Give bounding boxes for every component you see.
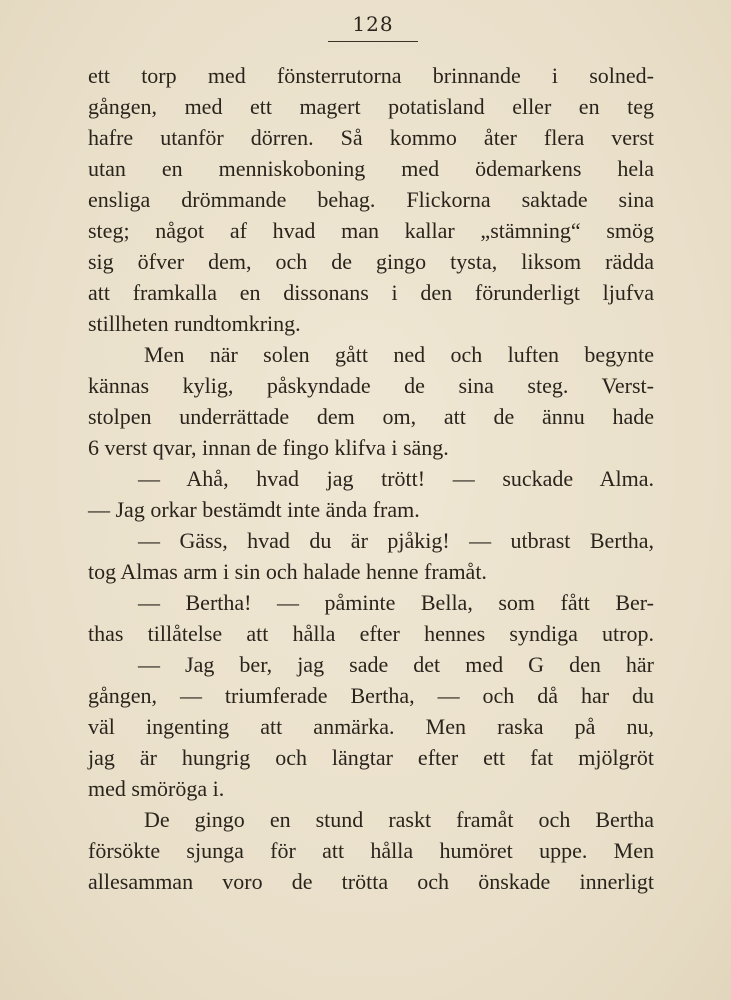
text-line: med smöröga i.	[88, 776, 225, 801]
text-line: ett torp med fönsterrutorna brinnande i solned-	[88, 63, 654, 88]
text-line: — Gäss, hvad du är pjåkig! — utbrast Bertha,	[138, 528, 654, 553]
text-line: — Jag ber, jag sade det med G den här	[138, 652, 654, 677]
text-line: De gingo en stund raskt framåt och Bertha	[144, 807, 654, 832]
text-line: jag är hungrig och längtar efter ett fat mjölgröt	[88, 745, 654, 770]
page-number: 128	[352, 12, 394, 36]
text-line: gången, — triumferade Bertha, — och då har du	[88, 683, 654, 708]
text-line: thas tillåtelse att hålla efter hennes syndiga utrop.	[88, 621, 654, 646]
text-line: att framkalla en dissonans i den förunderligt ljufva	[88, 280, 654, 305]
text-line: allesamman voro de trötta och önskade innerligt	[88, 869, 654, 894]
text-line: 6 verst qvar, innan de fingo klifva i säng.	[88, 435, 449, 460]
text-line: steg; något af hvad man kallar „stämning“ smög	[88, 218, 654, 243]
text-line: — Ahå, hvad jag trött! — suckade Alma.	[138, 466, 654, 491]
text-line: gången, med ett magert potatisland eller en teg	[88, 94, 654, 119]
header-rule	[328, 41, 418, 42]
text-line: tog Almas arm i sin och halade henne framåt.	[88, 559, 487, 584]
text-line: sig öfver dem, och de gingo tysta, liksom rädda	[88, 249, 654, 274]
text-line: ensliga drömmande behag. Flickorna saktade sina	[88, 187, 654, 212]
text-line: försökte sjunga för att hålla humöret uppe. Men	[88, 838, 654, 863]
text-line: Men när solen gått ned och luften begynte	[144, 342, 654, 367]
text-line: stillheten rundtomkring.	[88, 311, 301, 336]
text-line: kännas kylig, påskyndade de sina steg. Verst-	[88, 373, 654, 398]
text-line: stolpen underrättade dem om, att de ännu hade	[88, 404, 654, 429]
body-text	[88, 60, 654, 897]
text-line: utan en menniskoboning med ödemarkens hela	[88, 156, 654, 181]
text-line: väl ingenting att anmärka. Men raska på nu,	[88, 714, 654, 739]
text-line: — Jag orkar bestämdt inte ända fram.	[88, 497, 420, 522]
text-line: hafre utanför dörren. Så kommo åter flera verst	[88, 125, 654, 150]
text-line: — Bertha! — påminte Bella, som fått Ber-	[138, 590, 654, 615]
